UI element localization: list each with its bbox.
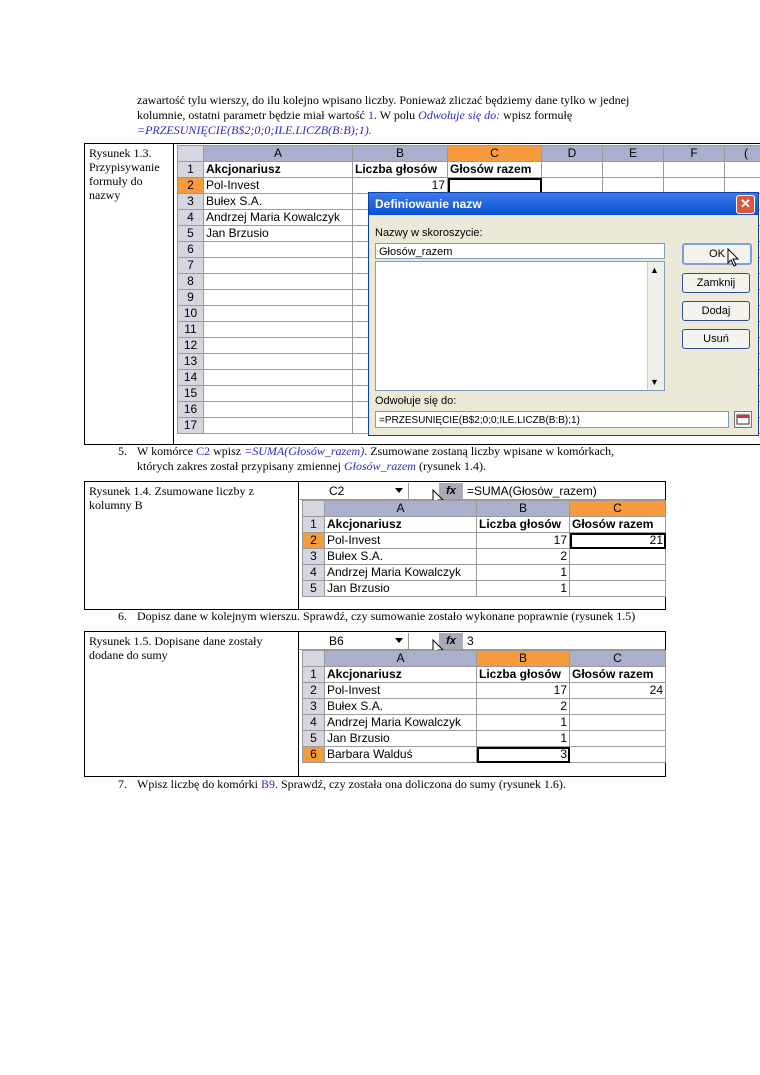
cell[interactable]	[204, 370, 353, 386]
name-input[interactable]: Głosów_razem	[375, 243, 665, 259]
cell[interactable]	[204, 402, 353, 418]
refers-input[interactable]: =PRZESUNIĘCIE(B$2;0;0;ILE.LICZB(B:B);1)	[375, 411, 729, 428]
cell[interactable]: Andrzej Maria Kowalczyk	[325, 715, 477, 731]
cell[interactable]: 24	[570, 683, 666, 699]
table-row	[303, 565, 666, 581]
formula-input[interactable]: =SUMA(Głosów_razem)	[467, 484, 597, 498]
close-button[interactable]: Zamknij	[682, 273, 750, 293]
step-text: Wpisz liczbę do komórki	[137, 777, 261, 791]
figure-caption: Rysunek 1.4. Zsumowane liczby z kolumny B	[89, 484, 254, 512]
cell[interactable]	[204, 290, 353, 306]
cell[interactable]	[204, 322, 353, 338]
fx-icon[interactable]: fx	[439, 633, 463, 649]
names-list[interactable]	[375, 261, 665, 391]
step-5-line-1	[118, 444, 718, 459]
cell[interactable]: Jan Brzusio	[325, 731, 477, 747]
row-header[interactable]: 4	[303, 565, 325, 581]
step-5-line-2	[118, 459, 718, 474]
dialog-title-text: Definiowanie nazw	[375, 197, 482, 211]
cell[interactable]	[204, 386, 353, 402]
row-header[interactable]: 4	[303, 715, 325, 731]
step-text: . Sprawdź, czy została ona doliczona do sumy (rysunek 1.6).	[274, 777, 566, 791]
step-number: 5.	[118, 444, 127, 458]
cell[interactable]: Barbara Walduś	[325, 747, 477, 763]
step-text: których zakres został przypisany zmiennej	[137, 459, 344, 473]
names-label: Nazwy w skoroszycie:	[375, 227, 483, 239]
step-5	[118, 444, 718, 474]
cell[interactable]: 17	[477, 533, 570, 549]
formula-text: =SUMA(Głosów_razem)	[244, 444, 365, 458]
dialog-title	[369, 193, 758, 215]
row-header[interactable]: 16	[178, 402, 204, 418]
col-header-f[interactable]: F	[664, 146, 725, 162]
corner-cell[interactable]	[303, 651, 325, 667]
row-header[interactable]: 9	[178, 290, 204, 306]
cell[interactable]	[204, 258, 353, 274]
row-header[interactable]: 3	[178, 194, 204, 210]
intro-formula: =PRZESUNIĘCIE(B$2;0;0;ILE.LICZB(B:B);1).	[137, 123, 372, 137]
row-header[interactable]: 15	[178, 386, 204, 402]
col-header-d[interactable]: D	[542, 146, 603, 162]
spreadsheet-grid	[302, 650, 666, 763]
row-header[interactable]: 10	[178, 306, 204, 322]
table-row	[303, 715, 666, 731]
cell[interactable]: Liczba głosów	[353, 162, 448, 178]
chevron-down-icon[interactable]	[395, 638, 403, 643]
formula-input[interactable]: 3	[467, 634, 474, 648]
cell[interactable]: Głosów razem	[570, 517, 666, 533]
col-header-b[interactable]: B	[477, 651, 570, 667]
spreadsheet-grid	[302, 500, 666, 597]
intro-text: . W polu	[373, 108, 419, 122]
column-header-row	[303, 501, 666, 517]
intro-paragraph	[137, 93, 697, 138]
col-header-b[interactable]: B	[477, 501, 570, 517]
step-6	[118, 609, 718, 624]
cell[interactable]: Jan Brzusio	[204, 226, 353, 242]
cell[interactable]	[570, 715, 666, 731]
cell[interactable]: 17	[353, 178, 448, 194]
col-header-b[interactable]: B	[353, 146, 448, 162]
cell[interactable]	[664, 162, 725, 178]
row-header[interactable]: 6	[178, 242, 204, 258]
chevron-up-icon[interactable]: ▲	[650, 265, 659, 275]
collapse-dialog-button[interactable]	[734, 411, 752, 428]
step-text: . Zsumowane zostaną liczby wpisane w komórkach,	[364, 444, 615, 458]
row-header[interactable]: 1	[303, 517, 325, 533]
table-row	[303, 699, 666, 715]
row-header[interactable]: 5	[303, 731, 325, 747]
table-row	[303, 549, 666, 565]
divider	[173, 144, 174, 444]
col-header-a[interactable]: A	[325, 651, 477, 667]
row-header[interactable]: 12	[178, 338, 204, 354]
cell[interactable]: Andrzej Maria Kowalczyk	[204, 210, 353, 226]
cell[interactable]: Jan Brzusio	[325, 581, 477, 597]
active-cell[interactable]: 3	[477, 747, 570, 763]
table-row	[303, 683, 666, 699]
row-header[interactable]: 17	[178, 418, 204, 434]
cell[interactable]	[725, 162, 760, 178]
cell[interactable]	[204, 354, 353, 370]
cell[interactable]: Głosów razem	[570, 667, 666, 683]
table-row	[303, 731, 666, 747]
close-icon[interactable]: ✕	[736, 195, 755, 214]
formula-bar	[299, 633, 665, 650]
name-box[interactable]: B6	[299, 633, 409, 649]
figure-1-5	[84, 631, 666, 777]
cell[interactable]: Bułex S.A.	[325, 699, 477, 715]
define-names-dialog	[368, 192, 759, 436]
variable-name: Głosów_razem	[343, 459, 416, 473]
row-header[interactable]: 3	[303, 549, 325, 565]
intro-text: wpisz formułę	[500, 108, 573, 122]
figure-1-3	[84, 143, 760, 445]
table-row	[303, 667, 666, 683]
step-number: 6.	[118, 609, 127, 623]
name-box[interactable]: C2	[299, 483, 409, 499]
column-header-row	[178, 146, 760, 162]
cell[interactable]: Bułex S.A.	[204, 194, 353, 210]
cell[interactable]: Głosów razem	[448, 162, 542, 178]
table-row	[303, 517, 666, 533]
step-number: 7.	[118, 777, 127, 791]
cell[interactable]	[204, 306, 353, 322]
chevron-down-icon[interactable]: ▼	[650, 377, 659, 387]
col-header-g[interactable]: (	[725, 146, 760, 162]
col-header-c[interactable]: C	[570, 651, 666, 667]
col-header-e[interactable]: E	[603, 146, 664, 162]
col-header-c[interactable]: C	[448, 146, 542, 162]
cell[interactable]: Pol-Invest	[325, 533, 477, 549]
cell[interactable]: Akcjonariusz	[204, 162, 353, 178]
divider	[298, 482, 299, 609]
row-header[interactable]: 2	[303, 533, 325, 549]
row-header[interactable]: 6	[303, 747, 325, 763]
cell[interactable]	[570, 731, 666, 747]
cell[interactable]	[570, 549, 666, 565]
step-text: Dopisz dane w kolejnym wierszu. Sprawdź, czy sumowanie zostało wykonane poprawnie (rysunek 1.5)	[137, 609, 636, 623]
chevron-down-icon[interactable]	[395, 488, 403, 493]
cell[interactable]	[570, 565, 666, 581]
cell[interactable]	[204, 242, 353, 258]
intro-line-1: zawartość tylu wierszy, do ilu kolejno wpisano liczby. Ponieważ zliczać będziemy dane tylko w jednej	[137, 93, 630, 107]
cell[interactable]: Akcjonariusz	[325, 667, 477, 683]
row-header[interactable]: 11	[178, 322, 204, 338]
table-row	[303, 581, 666, 597]
row-header[interactable]: 1	[303, 667, 325, 683]
row-header[interactable]: 2	[178, 178, 204, 194]
cell[interactable]: Akcjonariusz	[325, 517, 477, 533]
row-header[interactable]: 1	[178, 162, 204, 178]
cell[interactable]: Pol-Invest	[325, 683, 477, 699]
scrollbar[interactable]	[647, 262, 664, 390]
table-row	[178, 162, 760, 178]
cell[interactable]: Liczba głosów	[477, 667, 570, 683]
row-header[interactable]: 7	[178, 258, 204, 274]
corner-cell[interactable]	[178, 146, 204, 162]
range-select-icon	[735, 412, 751, 427]
step-7	[118, 777, 718, 792]
formula-bar	[299, 483, 665, 500]
cell[interactable]: Bułex S.A.	[325, 549, 477, 565]
delete-button[interactable]: Usuń	[682, 329, 750, 349]
fx-icon[interactable]: fx	[439, 483, 463, 499]
cell[interactable]	[204, 274, 353, 290]
cell[interactable]: 1	[477, 731, 570, 747]
col-header-c[interactable]: C	[570, 501, 666, 517]
col-header-a[interactable]: A	[204, 146, 353, 162]
step-text: W komórce	[137, 444, 197, 458]
row-header[interactable]: 8	[178, 274, 204, 290]
table-row	[303, 747, 666, 763]
step-text: (rysunek 1.4).	[415, 459, 486, 473]
cell-ref: C2	[196, 444, 211, 458]
step-text: wpisz	[210, 444, 245, 458]
cell[interactable]	[204, 418, 353, 434]
cell[interactable]	[570, 699, 666, 715]
refers-label: Odwołuje się do:	[375, 395, 457, 407]
cell[interactable]: Liczba głosów	[477, 517, 570, 533]
ok-button[interactable]: OK	[682, 243, 752, 265]
cell[interactable]: Pol-Invest	[204, 178, 353, 194]
corner-cell[interactable]	[303, 501, 325, 517]
cell-ref: B9	[260, 777, 275, 791]
field-name: Odwołuje się do:	[418, 108, 501, 122]
cell[interactable]: 2	[477, 549, 570, 565]
cell[interactable]	[570, 581, 666, 597]
cell[interactable]	[542, 162, 603, 178]
cell[interactable]: 1	[477, 581, 570, 597]
col-header-a[interactable]: A	[325, 501, 477, 517]
cell[interactable]	[603, 162, 664, 178]
cell[interactable]: 1	[477, 565, 570, 581]
figure-caption: Rysunek 1.3. Przypisywanie formuły do nazwy	[89, 146, 160, 202]
intro-text: kolumnie, ostatni parametr będzie miał wartość	[137, 108, 368, 122]
cell[interactable]	[570, 747, 666, 763]
row-header[interactable]: 13	[178, 354, 204, 370]
cursor-icon	[727, 248, 741, 268]
row-header[interactable]: 14	[178, 370, 204, 386]
param-value: 1	[367, 108, 374, 122]
table-row	[303, 533, 666, 549]
cell[interactable]	[204, 338, 353, 354]
active-cell[interactable]: 21	[570, 533, 666, 549]
figure-1-4	[84, 481, 666, 610]
add-button[interactable]: Dodaj	[682, 301, 750, 321]
cell[interactable]: Andrzej Maria Kowalczyk	[325, 565, 477, 581]
column-header-row	[303, 651, 666, 667]
row-header[interactable]: 5	[303, 581, 325, 597]
row-header[interactable]: 3	[303, 699, 325, 715]
row-header[interactable]: 2	[303, 683, 325, 699]
cell[interactable]: 1	[477, 715, 570, 731]
row-header[interactable]: 5	[178, 226, 204, 242]
row-header[interactable]: 4	[178, 210, 204, 226]
cell[interactable]: 2	[477, 699, 570, 715]
intro-line-2	[137, 108, 697, 123]
figure-caption: Rysunek 1.5. Dopisane dane zostały dodane do sumy	[89, 634, 263, 662]
cell[interactable]: 17	[477, 683, 570, 699]
divider	[298, 632, 299, 776]
